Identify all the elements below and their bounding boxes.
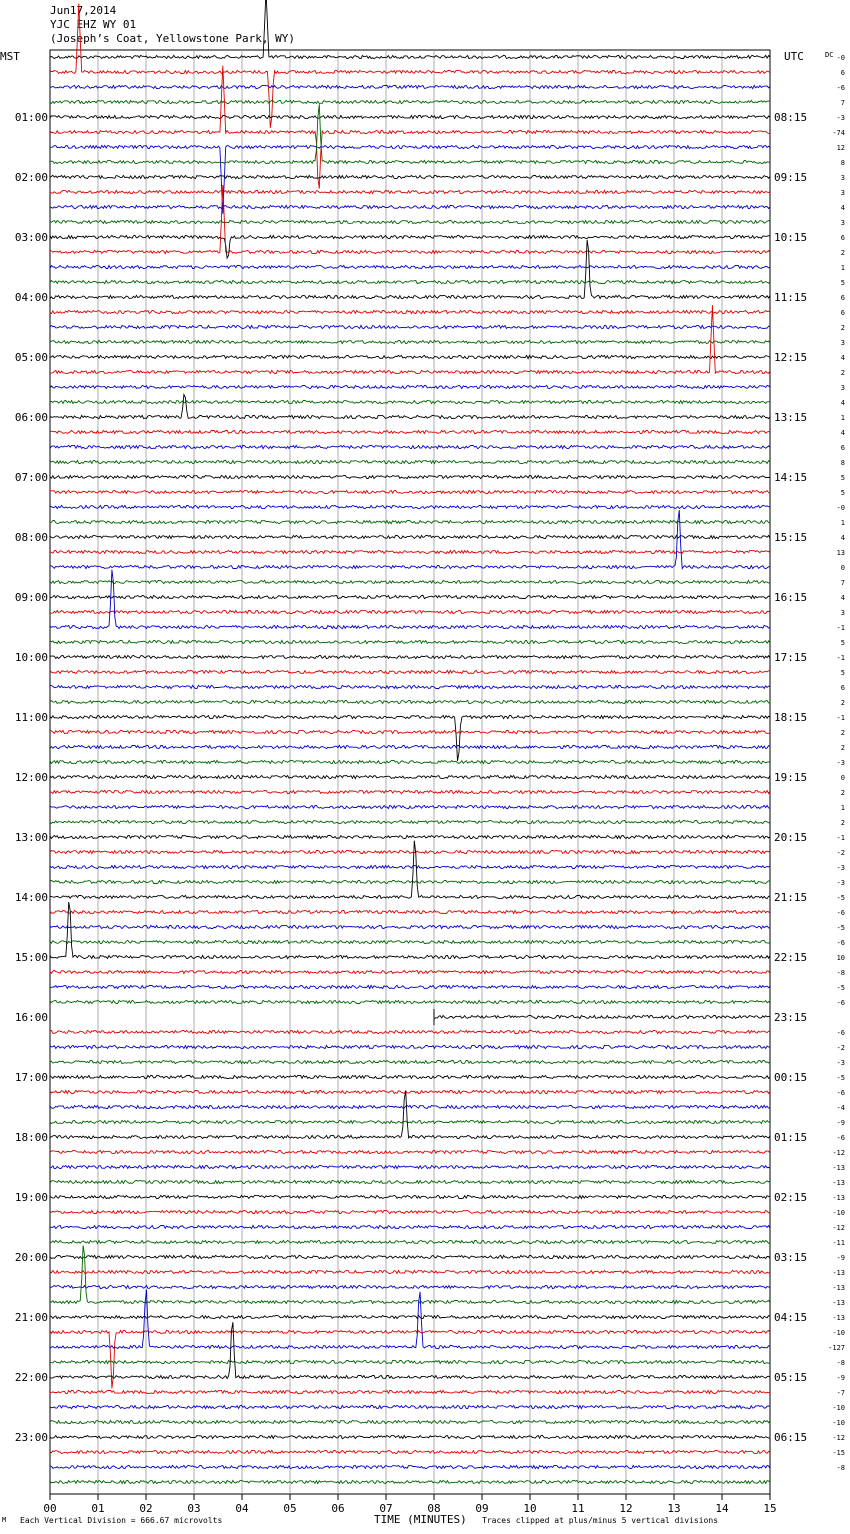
dc-offset-value: 5 bbox=[840, 639, 845, 647]
trace-line bbox=[50, 865, 770, 868]
trace-line bbox=[50, 1465, 770, 1468]
trace-line bbox=[50, 1150, 770, 1153]
dc-offset-value: -4 bbox=[836, 1104, 845, 1112]
dc-offset-value: 2 bbox=[840, 819, 845, 827]
dc-offset-value: 2 bbox=[840, 324, 845, 332]
trace-line bbox=[50, 1420, 770, 1423]
dc-offset-value: -13 bbox=[832, 1299, 845, 1307]
trace-line bbox=[50, 1195, 770, 1198]
dc-offset-value: 2 bbox=[840, 369, 845, 377]
left-hour-label: 14:00 bbox=[14, 891, 48, 904]
trace-line bbox=[50, 400, 770, 403]
dc-offset-value: -10 bbox=[832, 1209, 845, 1217]
dc-offset-value: 1 bbox=[840, 804, 845, 812]
dc-offset-value: 6 bbox=[840, 684, 845, 692]
trace-line bbox=[50, 910, 770, 913]
dc-offset-value: -13 bbox=[832, 1194, 845, 1202]
trace-line bbox=[50, 1210, 770, 1213]
dc-offset-value: 5 bbox=[840, 474, 845, 482]
left-timezone-label: MST bbox=[0, 50, 20, 63]
station-location: (Joseph’s Coat, Yellowstone Park, WY) bbox=[50, 32, 296, 45]
clip-note: Traces clipped at plus/minus 5 vertical divisions bbox=[482, 1516, 719, 1525]
trace-line bbox=[50, 595, 770, 598]
dc-offset-value: -6 bbox=[836, 939, 845, 947]
trace-line bbox=[50, 1255, 770, 1258]
trace-line bbox=[50, 430, 770, 433]
trace-line bbox=[50, 1120, 770, 1123]
dc-offset-value: 4 bbox=[840, 534, 845, 542]
dc-offset-value: 5 bbox=[840, 669, 845, 677]
trace-line bbox=[50, 1090, 770, 1093]
right-hour-label: 10:15 bbox=[774, 231, 808, 244]
dc-offset-value: 6 bbox=[840, 444, 845, 452]
left-hour-label: 04:00 bbox=[14, 291, 48, 304]
dc-offset-value: -0 bbox=[836, 54, 845, 62]
x-tick-label: 07 bbox=[379, 1502, 393, 1515]
trace-line bbox=[50, 640, 770, 643]
trace-line bbox=[50, 445, 770, 448]
trace-line bbox=[50, 835, 770, 838]
x-tick-label: 02 bbox=[139, 1502, 153, 1515]
trace-line bbox=[50, 1360, 770, 1363]
trace-line bbox=[50, 1180, 770, 1183]
right-hour-label: 08:15 bbox=[774, 111, 808, 124]
trace-line bbox=[50, 745, 770, 748]
dc-offset-value: -6 bbox=[836, 1029, 845, 1037]
dc-offset-value: 8 bbox=[840, 159, 845, 167]
left-hour-label: 22:00 bbox=[14, 1371, 48, 1384]
dc-offset-value: 5 bbox=[840, 489, 845, 497]
right-hour-label: 19:15 bbox=[774, 771, 808, 784]
dc-offset-value: -5 bbox=[836, 894, 845, 902]
dc-offset-value: 7 bbox=[840, 579, 845, 587]
dc-offset-value: 4 bbox=[840, 399, 845, 407]
dc-offset-value: -3 bbox=[836, 114, 845, 122]
left-hour-label: 10:00 bbox=[14, 651, 48, 664]
x-axis-label: TIME (MINUTES) bbox=[374, 1513, 467, 1526]
right-hour-label: 21:15 bbox=[774, 891, 808, 904]
dc-offset-value: -8 bbox=[836, 1464, 845, 1472]
trace-line bbox=[50, 850, 770, 853]
trace-line bbox=[50, 115, 770, 118]
left-hour-label: 06:00 bbox=[14, 411, 48, 424]
trace-line bbox=[50, 280, 770, 283]
dc-offset-value: 12 bbox=[836, 144, 845, 152]
trace-line bbox=[435, 1015, 771, 1018]
dc-offset-value: -3 bbox=[836, 879, 845, 887]
corner-mark: M bbox=[2, 1516, 7, 1524]
x-tick-label: 05 bbox=[283, 1502, 297, 1515]
right-hour-label: 23:15 bbox=[774, 1011, 808, 1024]
trace-line bbox=[50, 580, 770, 583]
dc-offset-value: -1 bbox=[836, 834, 845, 842]
right-hour-label: 17:15 bbox=[774, 651, 808, 664]
trace-line bbox=[50, 475, 770, 478]
dc-offset-value: 0 bbox=[840, 774, 845, 782]
x-tick-label: 15 bbox=[763, 1502, 777, 1515]
x-tick-label: 06 bbox=[331, 1502, 345, 1515]
trace-line bbox=[50, 1315, 770, 1318]
dc-offset-value: 3 bbox=[840, 189, 845, 197]
dc-offset-value: 0 bbox=[840, 564, 845, 572]
left-hour-label: 01:00 bbox=[14, 111, 48, 124]
left-hour-label: 12:00 bbox=[14, 771, 48, 784]
trace-line bbox=[50, 145, 770, 213]
left-hour-label: 16:00 bbox=[14, 1011, 48, 1024]
dc-offset-value: 2 bbox=[840, 699, 845, 707]
dc-offset-value: -5 bbox=[836, 984, 845, 992]
left-hour-label: 08:00 bbox=[14, 531, 48, 544]
trace-line bbox=[50, 220, 770, 223]
dc-offset-value: -13 bbox=[832, 1269, 845, 1277]
trace-line bbox=[50, 66, 770, 189]
trace-line bbox=[50, 325, 770, 328]
dc-offset-value: -127 bbox=[828, 1344, 845, 1352]
trace-line bbox=[50, 85, 770, 88]
dc-offset-value: 7 bbox=[840, 99, 845, 107]
trace-line bbox=[50, 1480, 770, 1483]
dc-offset-value: -12 bbox=[832, 1149, 845, 1157]
x-tick-label: 03 bbox=[187, 1502, 201, 1515]
trace-line bbox=[50, 1290, 770, 1349]
dc-offset-value: 1 bbox=[840, 414, 845, 422]
right-hour-label: 03:15 bbox=[774, 1251, 808, 1264]
left-hour-label: 23:00 bbox=[14, 1431, 48, 1444]
dc-offset-value: -8 bbox=[836, 969, 845, 977]
right-hour-label: 18:15 bbox=[774, 711, 808, 724]
left-hour-label: 11:00 bbox=[14, 711, 48, 724]
left-hour-label: 15:00 bbox=[14, 951, 48, 964]
x-tick-label: 09 bbox=[475, 1502, 489, 1515]
dc-offset-value: -13 bbox=[832, 1179, 845, 1187]
dc-offset-value: -9 bbox=[836, 1119, 845, 1127]
dc-offset-value: -2 bbox=[836, 849, 845, 857]
left-hour-label: 13:00 bbox=[14, 831, 48, 844]
dc-offset-value: 4 bbox=[840, 354, 845, 362]
trace-line bbox=[50, 1165, 770, 1168]
dc-offset-value: -3 bbox=[836, 759, 845, 767]
trace-line bbox=[50, 305, 770, 373]
left-hour-label: 03:00 bbox=[14, 231, 48, 244]
trace-line bbox=[50, 1075, 770, 1078]
scale-note: Each Vertical Division = 666.67 microvolts bbox=[20, 1516, 223, 1525]
dc-offset-value: 10 bbox=[836, 954, 845, 962]
trace-line bbox=[50, 385, 770, 388]
trace-line bbox=[50, 1450, 770, 1453]
trace-line bbox=[50, 655, 770, 658]
dc-offset-value: 3 bbox=[840, 339, 845, 347]
dc-offset-value: 6 bbox=[840, 234, 845, 242]
left-hour-label: 19:00 bbox=[14, 1191, 48, 1204]
dc-offset-value: -5 bbox=[836, 924, 845, 932]
left-hour-label: 20:00 bbox=[14, 1251, 48, 1264]
dc-offset-value: 3 bbox=[840, 609, 845, 617]
dc-offset-value: -5 bbox=[836, 1074, 845, 1082]
dc-offset-value: 1 bbox=[840, 264, 845, 272]
trace-line bbox=[50, 265, 770, 268]
dc-offset-value: -1 bbox=[836, 714, 845, 722]
left-hour-label: 02:00 bbox=[14, 171, 48, 184]
dc-offset-value: 2 bbox=[840, 744, 845, 752]
trace-line bbox=[50, 670, 770, 673]
trace-line bbox=[50, 190, 770, 193]
trace-line bbox=[50, 1240, 770, 1243]
dc-offset-value: -10 bbox=[832, 1404, 845, 1412]
left-hour-label: 21:00 bbox=[14, 1311, 48, 1324]
trace-line bbox=[50, 535, 770, 538]
trace-line bbox=[50, 790, 770, 793]
right-hour-label: 14:15 bbox=[774, 471, 808, 484]
right-hour-label: 04:15 bbox=[774, 1311, 808, 1324]
trace-line bbox=[50, 550, 770, 553]
left-hour-label: 17:00 bbox=[14, 1071, 48, 1084]
right-hour-label: 01:15 bbox=[774, 1131, 808, 1144]
dc-offset-value: 4 bbox=[840, 429, 845, 437]
x-tick-label: 12 bbox=[619, 1502, 633, 1515]
x-tick-label: 01 bbox=[91, 1502, 105, 1515]
trace-line bbox=[50, 1045, 770, 1048]
trace-line bbox=[50, 940, 770, 943]
dc-offset-value: 1 bbox=[840, 519, 845, 527]
right-hour-label: 02:15 bbox=[774, 1191, 808, 1204]
trace-line bbox=[50, 490, 770, 493]
dc-offset-value: 2 bbox=[840, 789, 845, 797]
dc-offset-value: -3 bbox=[836, 1059, 845, 1067]
dc-offset-value: -9 bbox=[836, 1374, 845, 1382]
trace-line bbox=[50, 805, 770, 808]
right-hour-label: 13:15 bbox=[774, 411, 808, 424]
x-tick-label: 10 bbox=[523, 1502, 537, 1515]
trace-line bbox=[50, 460, 770, 463]
dc-offset-value: -6 bbox=[836, 999, 845, 1007]
trace-line bbox=[50, 510, 770, 568]
trace-line bbox=[50, 104, 770, 163]
right-hour-label: 05:15 bbox=[774, 1371, 808, 1384]
trace-line bbox=[50, 205, 770, 208]
x-tick-label: 13 bbox=[667, 1502, 681, 1515]
dc-offset-value: -10 bbox=[832, 1329, 845, 1337]
trace-line bbox=[50, 985, 770, 988]
dc-offset-value: 4 bbox=[840, 204, 845, 212]
trace-line bbox=[50, 1030, 770, 1033]
dc-offset-value: 3 bbox=[840, 219, 845, 227]
right-hour-label: 20:15 bbox=[774, 831, 808, 844]
right-timezone-label: UTC bbox=[784, 50, 804, 63]
dc-offset-value: -11 bbox=[832, 1239, 845, 1247]
left-hour-label: 09:00 bbox=[14, 591, 48, 604]
trace-line bbox=[50, 760, 770, 763]
station-code: YJC EHZ WY 01 bbox=[50, 18, 137, 31]
trace-line bbox=[50, 610, 770, 613]
right-hour-label: 00:15 bbox=[774, 1071, 808, 1084]
trace-line bbox=[50, 902, 770, 959]
dc-offset-value: -2 bbox=[836, 1044, 845, 1052]
trace-line bbox=[50, 970, 770, 973]
trace-line bbox=[50, 685, 770, 688]
dc-offset-value: -13 bbox=[832, 1284, 845, 1292]
right-hour-label: 22:15 bbox=[774, 951, 808, 964]
dc-offset-value: 5 bbox=[840, 279, 845, 287]
dc-offset-value: 6 bbox=[840, 294, 845, 302]
right-hour-label: 15:15 bbox=[774, 531, 808, 544]
dc-offset-value: 3 bbox=[840, 384, 845, 392]
trace-line bbox=[50, 235, 770, 258]
x-tick-label: 14 bbox=[715, 1502, 729, 1515]
trace-line bbox=[50, 841, 770, 899]
trace-line bbox=[50, 175, 770, 178]
dc-offset-value: -1 bbox=[836, 654, 845, 662]
dc-offset-value: -15 bbox=[832, 1449, 845, 1457]
trace-line bbox=[50, 1435, 770, 1438]
trace-line bbox=[50, 730, 770, 733]
dc-offset-value: -10 bbox=[832, 1419, 845, 1427]
dc-offset-value: -6 bbox=[836, 1134, 845, 1142]
trace-line bbox=[50, 1105, 770, 1108]
dc-offset-value: 2 bbox=[840, 249, 845, 257]
trace-line bbox=[50, 775, 770, 778]
dc-offset-value: 2 bbox=[840, 729, 845, 737]
dc-offset-value: -12 bbox=[832, 1434, 845, 1442]
trace-line bbox=[50, 1000, 770, 1003]
trace-line bbox=[50, 1330, 770, 1388]
left-hour-label: 05:00 bbox=[14, 351, 48, 364]
trace-line bbox=[50, 925, 770, 928]
trace-line bbox=[50, 715, 770, 761]
trace-line bbox=[50, 340, 770, 343]
right-hour-label: 11:15 bbox=[774, 291, 808, 304]
dc-offset-value: -12 bbox=[832, 1224, 845, 1232]
right-hour-label: 16:15 bbox=[774, 591, 808, 604]
trace-line bbox=[50, 1285, 770, 1288]
right-hour-label: 12:15 bbox=[774, 351, 808, 364]
dc-offset-value: 6 bbox=[840, 69, 845, 77]
dc-offset-value: -9 bbox=[836, 1254, 845, 1262]
trace-line bbox=[50, 1405, 770, 1408]
trace-line bbox=[50, 1246, 770, 1304]
dc-offset-value: -6 bbox=[836, 909, 845, 917]
trace-line bbox=[50, 240, 770, 299]
dc-offset-value: 13 bbox=[836, 549, 845, 557]
trace-line bbox=[50, 880, 770, 883]
trace-line bbox=[50, 1322, 770, 1378]
station-date: Jun17,2014 bbox=[50, 4, 117, 17]
dc-offset-value: 8 bbox=[840, 459, 845, 467]
x-tick-label: 08 bbox=[427, 1502, 441, 1515]
dc-offset-value: -13 bbox=[832, 1314, 845, 1322]
left-hour-label: 07:00 bbox=[14, 471, 48, 484]
dc-offset-value: -1 bbox=[836, 624, 845, 632]
dc-offset-value: -8 bbox=[836, 1359, 845, 1367]
dc-offset-value: -13 bbox=[832, 1164, 845, 1172]
x-tick-label: 04 bbox=[235, 1502, 249, 1515]
trace-line bbox=[50, 700, 770, 703]
dc-label: DC bbox=[825, 51, 834, 59]
trace-line bbox=[50, 1225, 770, 1228]
trace-line bbox=[50, 310, 770, 313]
dc-offset-value: -74 bbox=[832, 129, 845, 137]
trace-line bbox=[50, 520, 770, 523]
trace-line bbox=[50, 1060, 770, 1063]
left-hour-label: 18:00 bbox=[14, 1131, 48, 1144]
trace-line bbox=[50, 4, 770, 128]
trace-line bbox=[50, 820, 770, 823]
dc-offset-value: 3 bbox=[840, 174, 845, 182]
dc-offset-value: 6 bbox=[840, 309, 845, 317]
trace-line bbox=[50, 1390, 770, 1393]
right-hour-label: 09:15 bbox=[774, 171, 808, 184]
dc-offset-value: 4 bbox=[840, 594, 845, 602]
trace-line bbox=[50, 355, 770, 358]
dc-offset-value: -0 bbox=[836, 504, 845, 512]
trace-line bbox=[50, 100, 770, 103]
x-tick-label: 00 bbox=[43, 1502, 57, 1515]
right-hour-label: 06:15 bbox=[774, 1431, 808, 1444]
dc-offset-value: -3 bbox=[836, 864, 845, 872]
x-tick-label: 11 bbox=[571, 1502, 585, 1515]
trace-line bbox=[50, 1270, 770, 1273]
trace-line bbox=[50, 395, 770, 419]
dc-offset-value: -6 bbox=[836, 1089, 845, 1097]
trace-line bbox=[50, 1091, 770, 1139]
dc-offset-value: -7 bbox=[836, 1389, 845, 1397]
dc-offset-value: -6 bbox=[836, 84, 845, 92]
trace-line bbox=[50, 185, 770, 254]
trace-line bbox=[50, 505, 770, 508]
